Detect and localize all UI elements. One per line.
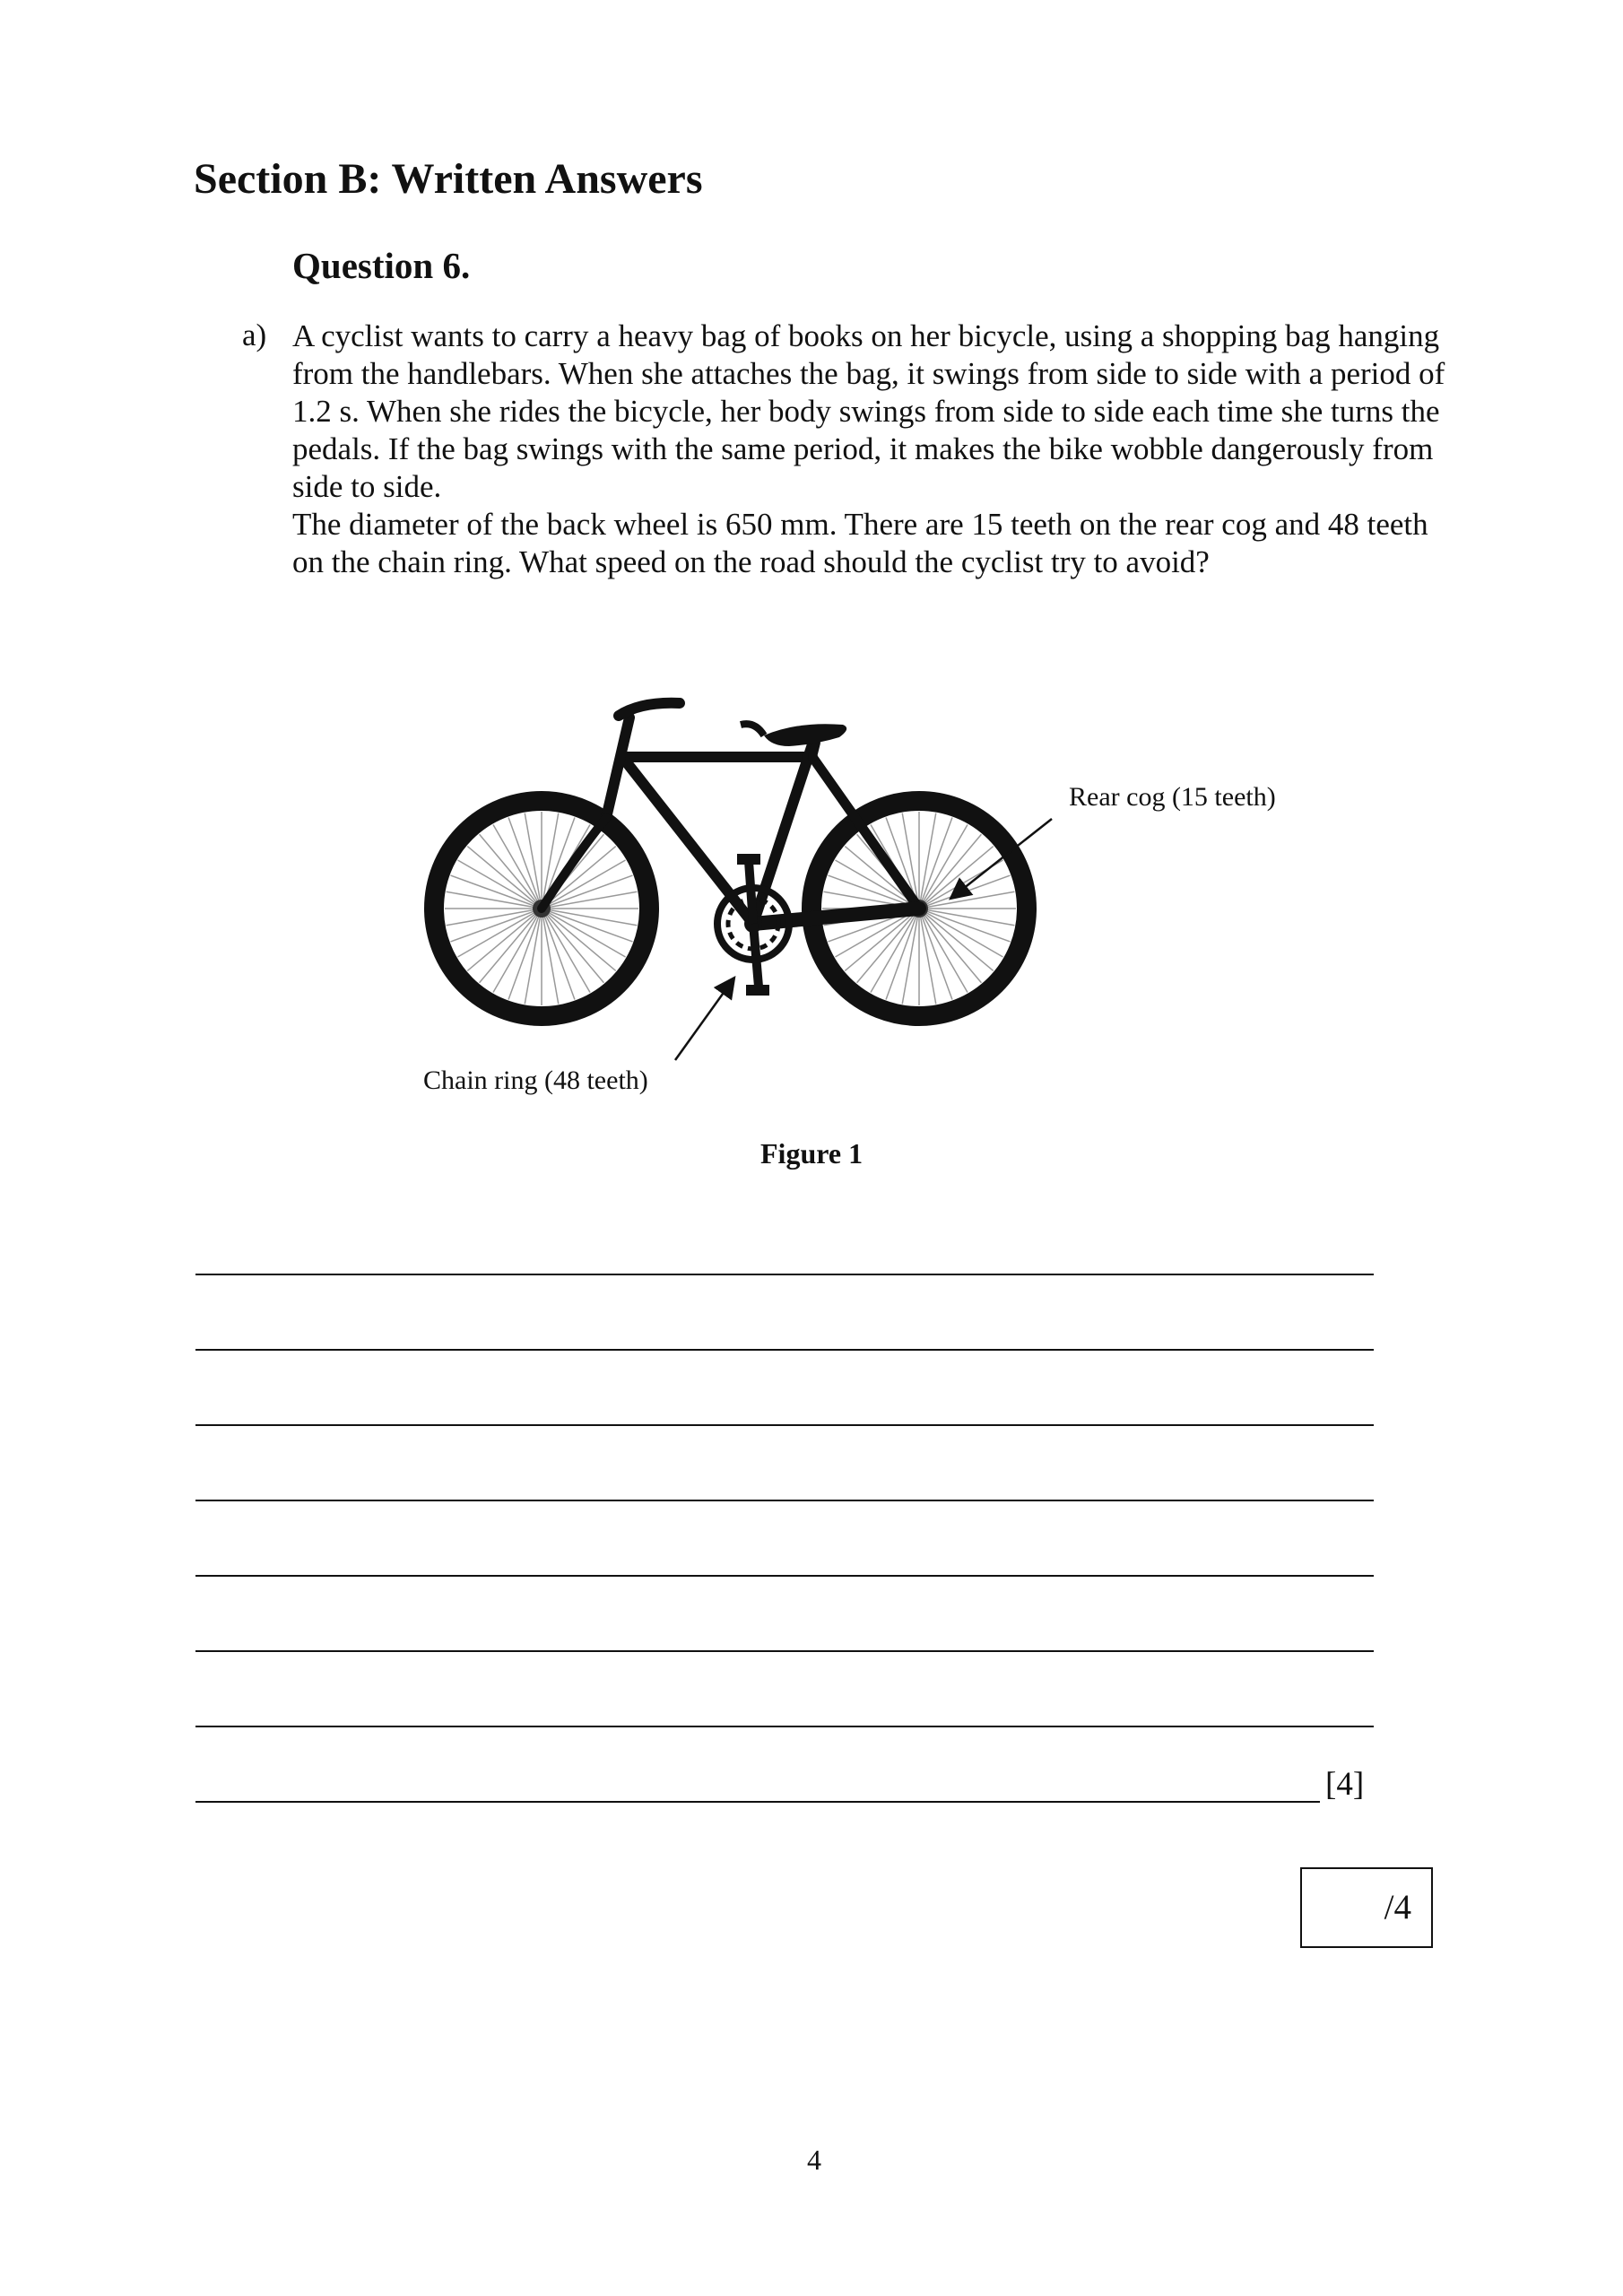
answer-line[interactable] [195, 1424, 1374, 1426]
part-label: a) [242, 317, 267, 352]
answer-line[interactable] [195, 1650, 1374, 1652]
question-text [292, 317, 1458, 581]
marks-label: [4] [1325, 1766, 1365, 1803]
page-number: 4 [807, 2144, 821, 2176]
answer-line[interactable] [195, 1801, 1320, 1803]
question-paragraph-1: A cyclist wants to carry a heavy bag of books on her bicycle, using a shopping bag hanging from the handlebars. When she attaches the bag, it swings from side to side with a period of 1.2 s. When she rides the bicycle, her body swings from side to side each time she turns the pedals. If the bag swings with the same period, it makes the bike wobble dangerously from side to side. [292, 318, 1445, 504]
question-title: Question 6. [292, 245, 471, 286]
rear-cog-label: Rear cog (15 teeth) [1069, 782, 1276, 812]
answer-line[interactable] [195, 1274, 1374, 1275]
question-paragraph-2: The diameter of the back wheel is 650 mm. There are 15 teeth on the rear cog and 48 teeth on the chain ring. What speed on the road should the cyclist try to avoid? [292, 507, 1428, 579]
bicycle-illustration [434, 703, 1027, 1016]
answer-line[interactable] [195, 1500, 1374, 1501]
pedal-top [737, 854, 760, 865]
saddle [764, 724, 846, 746]
figure-caption: Figure 1 [760, 1137, 864, 1170]
answer-line[interactable] [195, 1349, 1374, 1351]
section-title: Section B: Written Answers [194, 155, 703, 203]
chain-ring-label: Chain ring (48 teeth) [423, 1065, 648, 1095]
answer-line[interactable] [195, 1575, 1374, 1577]
chain-ring-arrow [675, 978, 734, 1060]
pedal-bottom [746, 985, 769, 996]
bicycle-figure [395, 610, 1130, 1112]
score-box[interactable] [1300, 1867, 1433, 1948]
answer-line[interactable] [195, 1726, 1374, 1727]
score-label: /4 [1384, 1888, 1411, 1926]
